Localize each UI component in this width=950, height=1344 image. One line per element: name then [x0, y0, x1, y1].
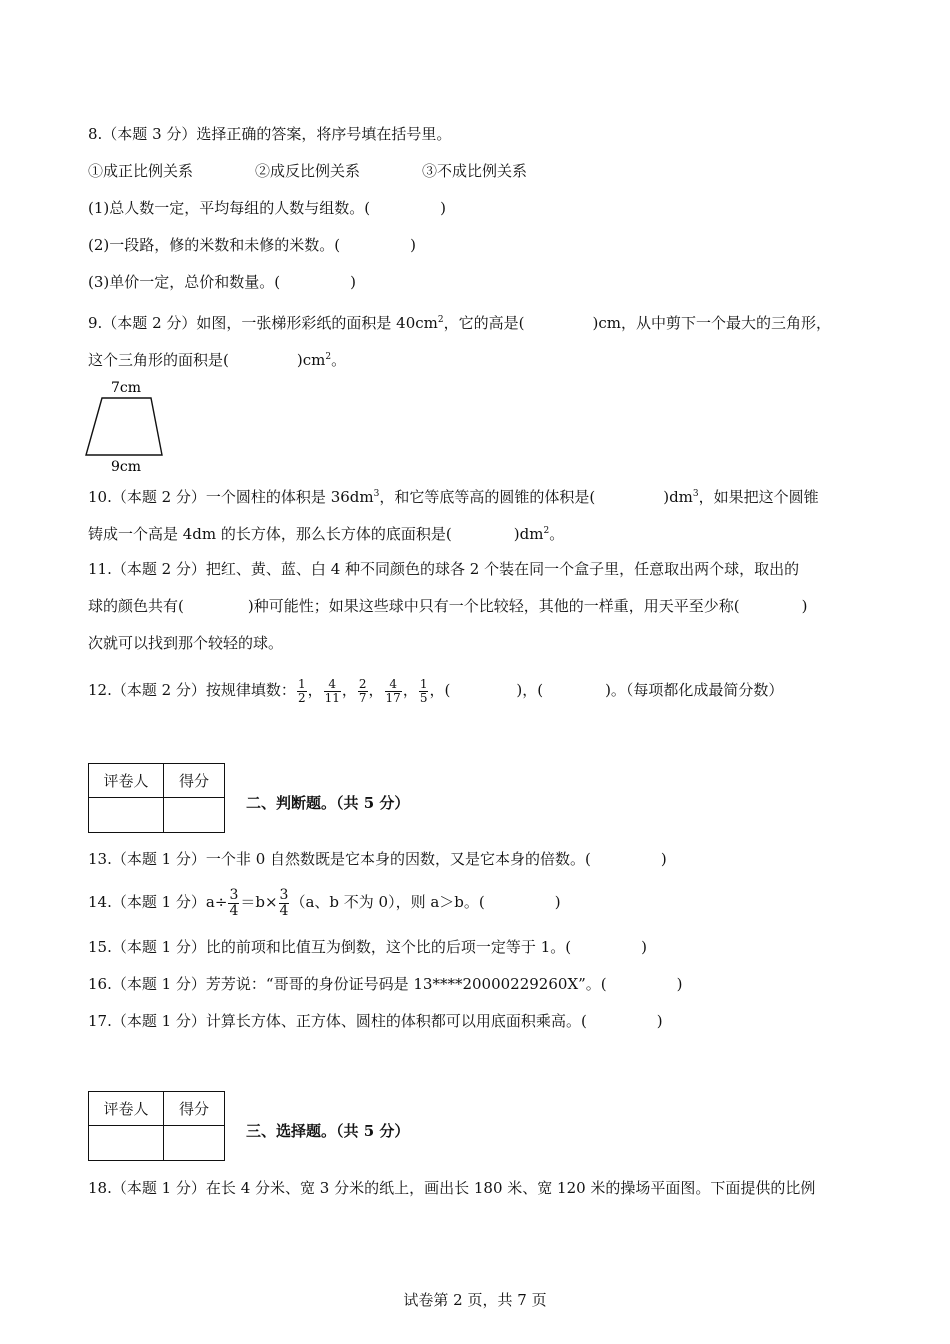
q10-text-f: )dm	[513, 525, 544, 543]
q9-text-e: )cm	[296, 351, 326, 369]
bracket-close: )	[660, 850, 667, 868]
q8-sub-1-text: (1)总人数一定，平均每组的人数与组数。(	[88, 199, 371, 217]
q15-text: 15.（本题 1 分）比的前项和比值互为倒数，这个比的后项一定等于 1。(	[88, 938, 572, 956]
q15	[88, 937, 647, 957]
grader-header-score: 得分	[164, 764, 225, 798]
grader-score-cell[interactable]	[164, 798, 225, 833]
q8-option-2: ②成反比例关系	[255, 162, 361, 180]
bracket-close: )	[641, 938, 647, 956]
q8-sub-2-text: (2)一段路，修的米数和未修的米数。(	[88, 236, 341, 254]
q8-sub-3	[88, 272, 356, 292]
fraction: $\frac{2}{7}$	[358, 676, 367, 705]
bracket-close: )	[554, 893, 561, 911]
q8-options	[88, 161, 527, 181]
q8-option-3: ③不成比例关系	[422, 162, 528, 180]
q13-text: 13.（本题 1 分）一个非 0 自然数既是它本身的因数，又是它本身的倍数。(	[88, 850, 591, 868]
q10-superscript-3: 2	[543, 526, 550, 536]
grader-reviewer-cell[interactable]	[89, 1126, 164, 1161]
trapezoid-shape	[86, 398, 162, 455]
fraction: $\frac{3}{4}$	[279, 886, 289, 919]
grader-header-score: 得分	[164, 1092, 225, 1126]
q17-text: 17.（本题 1 分）计算长方体、正方体、圆柱的体积都可以用底面积乘高。(	[88, 1012, 587, 1030]
fraction: $\frac{1}{2}$	[297, 676, 306, 705]
q10-text-a: 10.（本题 2 分）一个圆柱的体积是 36dm	[88, 488, 374, 506]
trapezoid-top-label: 7cm	[110, 380, 142, 396]
grader-table-section-2	[88, 763, 225, 833]
grader-reviewer-cell[interactable]	[89, 798, 164, 833]
q16	[88, 974, 683, 994]
grader-header-reviewer: 评卷人	[89, 1092, 164, 1126]
fraction: $\frac{4}{11}$	[324, 676, 340, 705]
q12-text: 12.（本题 2 分）按规律填数：	[88, 681, 296, 699]
q18: 18.（本题 1 分）在长 4 分米、宽 3 分米的纸上，画出长 180 米、宽 120 米的操场平面图。下面提供的比例	[88, 1179, 816, 1197]
q9-text-d: 这个三角形的面积是(	[88, 351, 229, 369]
q9-text-f: 。	[331, 351, 347, 369]
q11-text-a: 球的颜色共有(	[88, 597, 184, 615]
q10-text-g: 。	[549, 525, 565, 543]
q9-text-a: 9.（本题 2 分）如图，一张梯形彩纸的面积是 40cm	[88, 314, 438, 332]
bracket-close: )	[410, 236, 416, 254]
bracket-close: )	[440, 199, 446, 217]
q8-sub-3-text: (3)单价一定，总价和数量。(	[88, 273, 281, 291]
fraction: $\frac{1}{5}$	[419, 676, 428, 705]
q10-text-e: 铸成一个高是 4dm 的长方体，那么长方体的底面积是(	[88, 525, 452, 543]
section-3-title: 三、选择题。（共 5 分）	[246, 1122, 410, 1140]
q10-superscript-2: 3	[692, 489, 699, 499]
q9-superscript: 2	[437, 315, 444, 325]
bracket-close: )	[676, 975, 683, 993]
trapezoid-figure	[84, 376, 174, 476]
q17	[88, 1011, 663, 1031]
fraction: $\frac{4}{17}$	[385, 676, 401, 705]
q9-text-b: ，它的高是(	[443, 314, 525, 332]
q10-text-c: )dm	[663, 488, 693, 506]
section-2-title: 二、判断题。（共 5 分）	[246, 794, 410, 812]
q13	[88, 849, 667, 869]
fraction: $\frac{3}{4}$	[229, 886, 239, 919]
q16-text: 16.（本题 1 分）芳芳说：“哥哥的身份证号码是 13****20000229260X”。(	[88, 975, 607, 993]
grader-score-cell[interactable]	[164, 1126, 225, 1161]
q11-line-2	[88, 596, 807, 616]
grader-table-section-3	[88, 1091, 225, 1161]
q8-stem: 8.（本题 3 分）选择正确的答案，将序号填在括号里。	[88, 125, 452, 143]
q11-line-1: 11.（本题 2 分）把红、黄、蓝、白 4 种不同颜色的球各 2 个装在同一个盒子里，任意取出两个球，取出的	[88, 560, 800, 578]
q14	[88, 886, 561, 919]
q8-sub-1	[88, 198, 446, 218]
trapezoid-bottom-label: 9cm	[110, 459, 142, 475]
q14-text-a: 14.（本题 1 分）a÷	[88, 893, 228, 911]
page-footer: 试卷第 2 页，共 7 页	[403, 1291, 547, 1309]
bracket-close: )	[656, 1012, 663, 1030]
q14-text-c: （a、b 不为 0），则 a＞b。(	[290, 893, 485, 911]
q10-text-b: ，和它等底等高的圆锥的体积是(	[379, 488, 596, 506]
q12-line: 12.（本题 2 分）按规律填数： $\frac{1}{2}$ ， $\frac{4}{11}$ ， $\frac{2}{7}$ ， $\frac{4}{17}$ ， $\frac{1}{5}$ ，( )，( )。（每项都化成最简分数）	[88, 676, 784, 705]
q11-text-b: )种可能性；如果这些球中只有一个比较轻，其他的一样重，用天平至少称(	[247, 597, 740, 615]
q11-text-c: )	[801, 597, 808, 615]
q9-superscript-2: 2	[325, 352, 332, 362]
q9-text-c: )cm，从中剪下一个最大的三角形，	[592, 314, 831, 332]
q14-text-b: ＝b×	[240, 893, 278, 911]
q10-line-1	[88, 484, 819, 507]
q9-line-1	[88, 310, 831, 333]
q8-sub-2	[88, 235, 416, 255]
q10-line-2	[88, 521, 564, 544]
grader-header-reviewer: 评卷人	[89, 764, 164, 798]
q8-option-1: ①成正比例关系	[88, 162, 194, 180]
q11-line-3: 次就可以找到那个较轻的球。	[88, 634, 284, 652]
q10-superscript: 3	[373, 489, 380, 499]
q10-text-d: ，如果把这个圆锥	[698, 488, 819, 506]
bracket-close: )	[350, 273, 356, 291]
q9-line-2	[88, 347, 346, 370]
